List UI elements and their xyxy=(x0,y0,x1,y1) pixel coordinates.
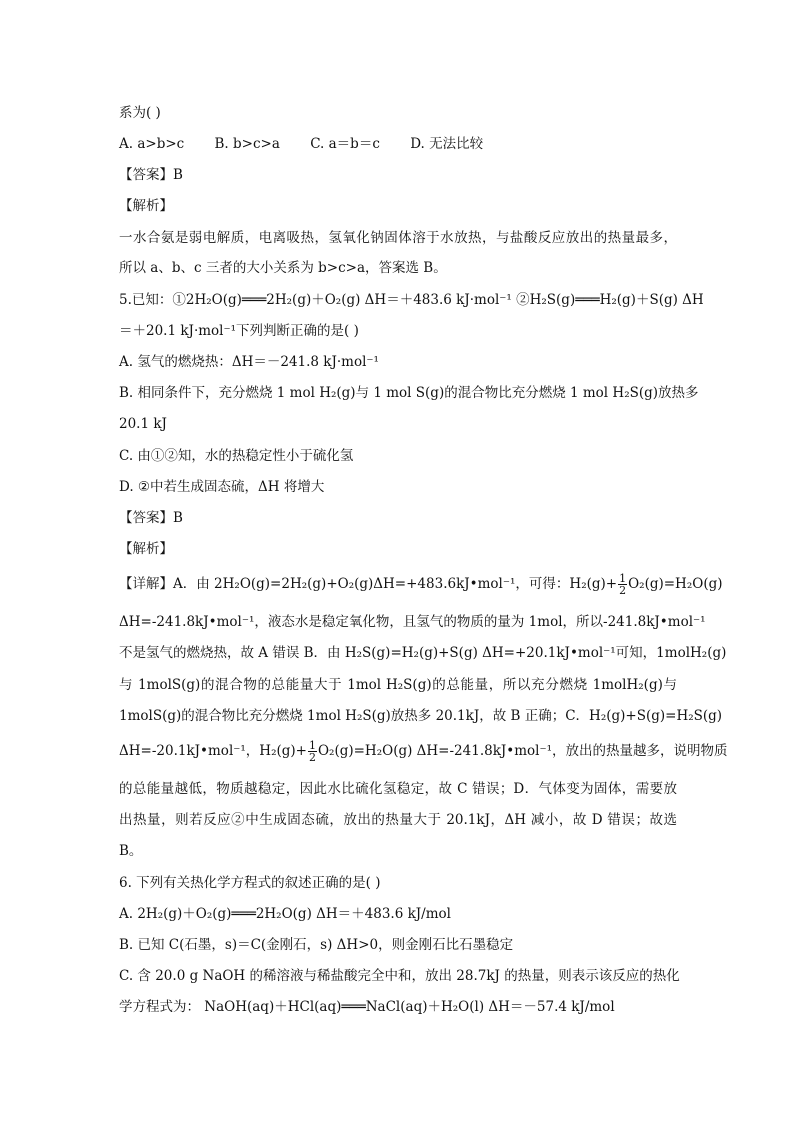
option-b: B. 已知 C(石墨，s)＝C(金刚石，s) ΔH>0，则金刚石比石墨稳定 xyxy=(119,937,514,953)
option-c: C. 由①②知，水的热稳定性小于硫化氢 xyxy=(119,448,354,464)
explanation-text: 不是氢气的燃烧热，故 A 错误 B．由 H₂S(g)=H₂(g)+S(g) ΔH=+20.1kJ•mol⁻¹可知，1molH₂(g) xyxy=(119,645,727,661)
explanation-text: 1molS(g)的混合物比充分燃烧 1mol H₂S(g)放热多 20.1kJ，故 B 正确；C．H₂(g)+S(g)=H₂S(g) xyxy=(119,708,723,724)
explanation-text: 的总能量越低，物质越稳定，因此水比硫化氢稳定，故 C 错误；D．气体变为固体，需要放 xyxy=(119,781,677,797)
option-d: D. ②中若生成固态硫，ΔH 将增大 xyxy=(119,479,325,495)
option-b: 20.1 kJ xyxy=(119,416,167,432)
fraction: $\frac{1}{2}$ xyxy=(308,739,316,764)
question-5-stem: ＝＋20.1 kJ·mol⁻¹下列判断正确的是( ) xyxy=(119,323,359,339)
explanation-text: ΔH=-241.8kJ•mol⁻¹，液态水是稳定氧化物，且氢气的物质的量为 1mol，所以-241.8kJ•mol⁻¹ xyxy=(119,614,706,630)
explanation-text: 与 1molS(g)的混合物的总能量大于 1mol H₂S(g)的总能量，所以充分燃烧 1molH₂(g)与 xyxy=(119,677,677,693)
analysis-label: 【解析】 xyxy=(119,541,173,557)
option-a: A. a>b>c xyxy=(119,136,185,152)
question-4-tail: 系为( ) xyxy=(119,105,161,121)
explanation-text: B。 xyxy=(119,843,143,859)
explanation-text: 【详解】A．由 2H₂O(g)=2H₂(g)+O₂(g)ΔH=+483.6kJ•mol⁻¹，可得：H₂(g)+ $\frac{1}{2}$ O₂(g)=H₂O(g) xyxy=(119,572,723,597)
option-b: B. 相同条件下，充分燃烧 1 mol H₂(g)与 1 mol S(g)的混合物比充分燃烧 1 mol H₂S(g)放热多 xyxy=(119,385,699,401)
analysis-label: 【解析】 xyxy=(119,198,173,214)
question-6-stem: 6. 下列有关热化学方程式的叙述正确的是( ) xyxy=(119,875,381,891)
question-5-stem: 5.已知：①2H₂O(g)═══2H₂(g)＋O₂(g) ΔH＝＋483.6 kJ·mol⁻¹ ②H₂S(g)═══H₂(g)＋S(g) ΔH xyxy=(119,292,704,308)
answer-label: 【答案】B xyxy=(119,167,183,183)
question-4-options xyxy=(119,134,509,154)
explanation-text: ΔH=-20.1kJ•mol⁻¹，H₂(g)+ $\frac{1}{2}$ O₂(g)=H₂O(g) ΔH=-241.8kJ•mol⁻¹，放出的热量越多，说明物质 xyxy=(119,739,728,764)
option-a: A. 2H₂(g)＋O₂(g)═══2H₂O(g) ΔH＝＋483.6 kJ/mol xyxy=(119,906,451,922)
option-d: D. 无法比较 xyxy=(410,136,484,152)
option-b: B. b>c>a xyxy=(214,136,280,152)
option-a: A. 氢气的燃烧热：ΔH＝－241.8 kJ·mol⁻¹ xyxy=(119,354,379,370)
option-c: C. a＝b＝c xyxy=(310,136,380,152)
analysis-text: 一水合氨是弱电解质，电离吸热，氢氧化钠固体溶于水放热，与盐酸反应放出的热量最多， xyxy=(119,230,677,246)
explanation-text: 出热量，则若反应②中生成固态硫，放出的热量大于 20.1kJ，ΔH 减小，故 D 错误；故选 xyxy=(119,812,677,828)
analysis-text: 所以 a、b、c 三者的大小关系为 b>c>a，答案选 B。 xyxy=(119,260,447,276)
answer-label: 【答案】B xyxy=(119,510,183,526)
option-c: C. 含 20.0 g NaOH 的稀溶液与稀盐酸完全中和，放出 28.7kJ 的热量，则表示该反应的热化 xyxy=(119,968,680,984)
option-c: 学方程式为： NaOH(aq)＋HCl(aq)═══NaCl(aq)＋H₂O(l) ΔH＝－57.4 kJ/mol xyxy=(119,999,615,1015)
fraction: $\frac{1}{2}$ xyxy=(619,572,627,597)
